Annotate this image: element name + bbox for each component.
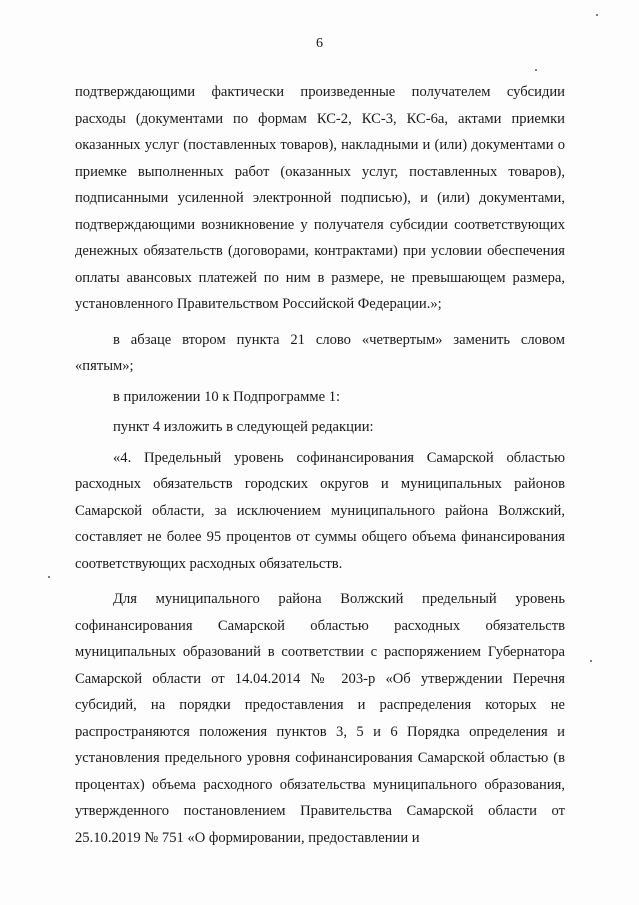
paragraph-amendment-21: в абзаце втором пункта 21 слово «четвертым» заменить словом «пятым»; — [75, 331, 565, 374]
paragraph-appendix-10: в приложении 10 к Подпрограмме 1: — [113, 388, 341, 405]
document-body — [75, 79, 565, 851]
page-number: 6 — [316, 36, 323, 51]
paragraph-volzhsky: Для муниципального района Волжский предельный уровень софинансирования Самарской областью расходных обязательств муниципальных образований в соответствии с распоряжением Губернатора Самарской области от 14.04.2014 № 203-р «Об утверждении Перечня субсидий, на порядки предоставления и распределения которых не распространяются положения пунктов 3, 5 и 6 Порядка определения и установления предельного уровня софинансирования Самарской областью (в процентах) объема расходного обязательства муниципального образования, утвержденного постановлением Правительства Самарской области от 25.10.2019 № 751 «О формировании, предоставлении и — [75, 591, 565, 846]
scan-speck — [596, 14, 598, 16]
paragraph-continuation: подтверждающими фактически произведенные получателем субсидии расходы (документами по формам КС-2, КС-3, КС-6а, актами приемки оказанных услуг (поставленных товаров), накладными и (или) документами о приемке выполненных работ (оказанных услуг, поставленных товаров), подписанными усиленной электронной подписью), и (или) документами, подтверждающими возникновение у получателя субсидии соответствующих денежных обязательств (договорами, контрактами) при условии обеспечения оплаты авансовых платежей по ним в размере, не превышающем размера, установленного Правительством Российской Федерации.»; — [75, 84, 565, 312]
scan-speck — [535, 69, 537, 71]
paragraph-clause-4: «4. Предельный уровень софинансирования Самарской областью расходных обязательств городских округов и муниципальных районов Самарской области, за исключением муниципального района Волжский, составляет не более 95 процентов от суммы общего объема финансирования соответствующих расходных обязательств. — [75, 449, 565, 572]
scan-speck — [48, 576, 50, 578]
paragraph-clause-4-intro: пункт 4 изложить в следующей редакции: — [113, 419, 374, 435]
scan-speck — [590, 660, 592, 662]
